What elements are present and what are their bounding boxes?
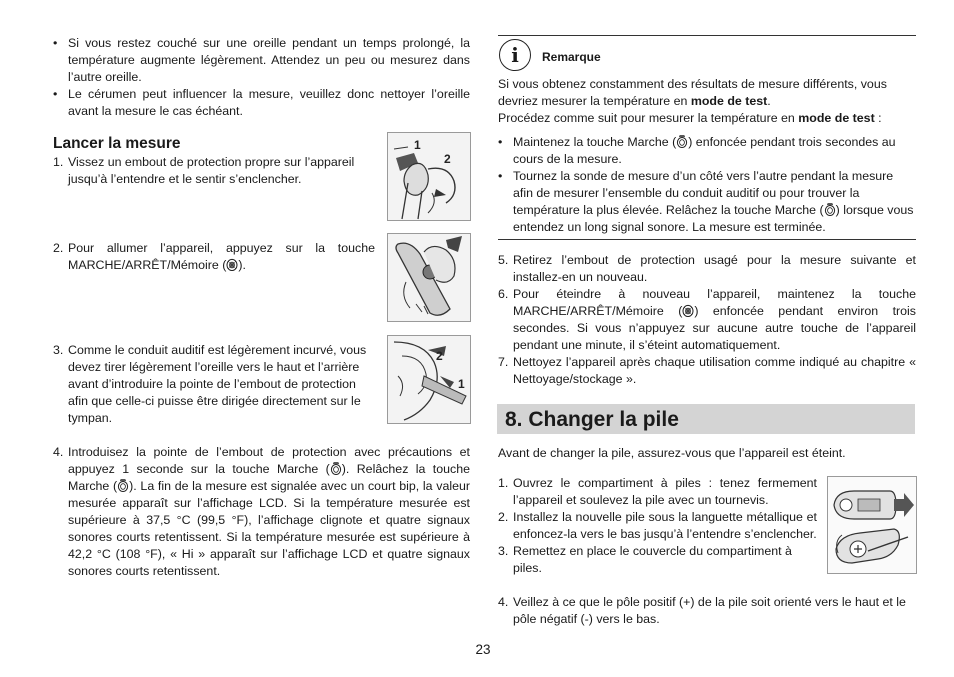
figure-label: 1 xyxy=(458,377,465,391)
figure-battery-change xyxy=(827,476,917,574)
list-item: • Le cérumen peut influencer la mesure, veuillez donc nettoyer l’oreille avant la mesure le cas échéant. xyxy=(53,86,470,120)
step-1 xyxy=(53,154,375,188)
power-button-icon xyxy=(117,479,129,492)
step-text: Pour allumer l’appareil, appuyez sur la touche MARCHE/ARRÊT/Mémoire ( xyxy=(68,241,375,272)
figure-ear-pull xyxy=(387,335,471,424)
section-heading-lancer: Lancer la mesure xyxy=(53,135,181,152)
list-item: • Maintenez la touche Marche ( ) enfoncée pendant trois secondes au cours de la mesure. xyxy=(498,134,916,168)
step-text: Comme le conduit auditif est légèrement incurvé, vous devez tirer légèrement l’oreille vers le haut et l’arrière avant d’introduire la pointe de l’embout de protection afin que celle-ci puisse être dirigée directement sur le tympan. xyxy=(68,343,367,425)
figure-label: 2 xyxy=(444,152,451,166)
power-button-icon xyxy=(330,462,342,475)
battery-intro: Avant de changer la pile, assurez-vous que l’appareil est éteint. xyxy=(498,446,846,460)
step-3 xyxy=(53,342,375,427)
figure-label: 2 xyxy=(436,349,443,363)
memory-button-icon xyxy=(682,304,694,317)
step-number: 3. xyxy=(53,343,64,357)
figure-power-on xyxy=(387,233,471,322)
info-icon: i xyxy=(499,39,531,71)
battery-step-4: 4. Veillez à ce que le pôle positif (+) de la pile soit orienté vers le haut et le pôle négatif (-) vers le bas. xyxy=(498,595,906,626)
step-2: 2. Pour allumer l’appareil, appuyez sur la touche MARCHE/ARRÊT/Mémoire ( ). xyxy=(53,241,375,272)
figure-screw-cap xyxy=(387,132,471,221)
battery-steps: 1. Ouvrez le compartiment à piles : tenez fermement l’appareil et soulevez la pile avec un tournevis. 2. Installez la nouvelle pile sous la languette métallique et enfoncez-la vers le bas jusqu’à l’entendre s’enclencher. 3. Remettez en place le couvercle du compartiment à piles. xyxy=(498,476,817,575)
figure-label: 1 xyxy=(414,138,421,152)
step-number: 2. xyxy=(53,241,64,255)
left-bullet-list xyxy=(53,35,470,120)
note-top-rule xyxy=(498,35,916,36)
power-button-icon xyxy=(676,135,688,148)
step-text: Vissez un embout de protection propre sur l’appareil jusqu’à l’entendre et le sentir s’enclencher. xyxy=(68,155,355,186)
note-body xyxy=(498,76,916,236)
note-bottom-rule xyxy=(498,239,916,240)
section-title-bar xyxy=(497,404,915,434)
note-paragraph: Procédez comme suit pour mesurer la température en mode de test : xyxy=(498,111,882,125)
section-title: 8. Changer la pile xyxy=(505,408,679,431)
note-title: Remarque xyxy=(542,50,601,64)
memory-button-icon xyxy=(226,258,238,271)
step-number: 4. xyxy=(53,445,64,459)
list-item: • Si vous restez couché sur une oreille pendant un temps prolongé, la température augmente légèrement. Attendez un peu ou mesurez dans l’autre oreille. xyxy=(53,35,470,86)
step-number: 1. xyxy=(53,155,64,169)
step-4: 4. Introduisez la pointe de l’embout de protection avec précautions et appuyez 1 seconde sur la touche Marche ( ). Relâchez la touche Marche ( ). La fin de la mesure est signalée avec un court bip, la valeur mesurée apparaît sur l’affichage LCD. Si la température mesurée est supérieure à 37,5 °C (99,5 °F), l’affichage clignote et quatre signaux sonores courts retentissent. Si la température mesurée est supérieure à 42,2 °C (108 °F), « Hi » apparaît sur l’affichage LCD et quatre signaux sonores courts retentissent. xyxy=(53,445,471,578)
note-paragraph: Si vous obtenez constamment des résultats de mesure différents, vous devriez mesurer la température en mode de test. xyxy=(498,77,887,108)
steps-5-7: 5. Retirez l’embout de protection usagé pour la mesure suivante et installez-en un nouveau. 6. Pour éteindre à nouveau l’appareil, maintenez la touche MARCHE/ARRÊT/Mémoire ( ) enfoncée pendant environ trois secondes. Si vous n’appuyez sur aucune autre touche de l’appareil pendant une minute, il s’éteint automatiquement. 7. Nettoyez l’appareil après chaque utilisation comme indiqué au chapitre « Nettoyage/stockage ». xyxy=(498,253,916,386)
page-number: 23 xyxy=(475,642,491,657)
list-item: • Tournez la sonde de mesure d’un côté vers l’autre pendant la mesure afin de mesurer l’ensemble du conduit auditif ou pour trouver la température la plus élevée. Relâchez la touche Marche ( ) lorsque vous entendez un long signal sonore. La mesure est terminée. xyxy=(498,168,916,236)
power-button-icon xyxy=(824,203,836,216)
